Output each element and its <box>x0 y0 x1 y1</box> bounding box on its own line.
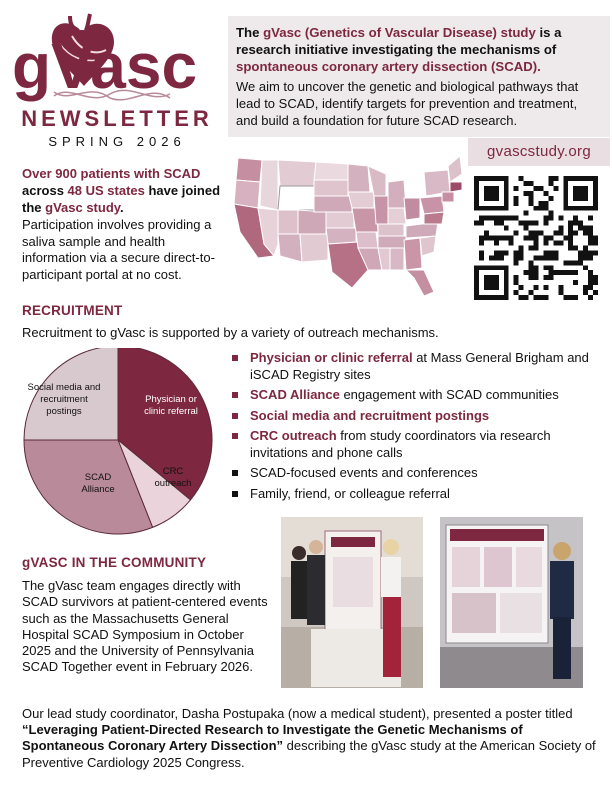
event-photo-poster <box>440 517 583 688</box>
recruitment-pie-chart <box>8 348 222 538</box>
stats-text: across <box>22 183 68 198</box>
channel-description: engagement with SCAD communities <box>339 387 559 402</box>
map-state <box>300 234 328 262</box>
map-state <box>278 160 316 186</box>
channel-name: SCAD Alliance <box>250 387 340 402</box>
channel-description: Family, friend, or colleague referral <box>250 485 450 501</box>
bullet-icon <box>232 433 238 439</box>
edition-label: SPRING 2026 <box>48 134 186 149</box>
map-state <box>352 208 378 232</box>
event-photo-booth <box>281 517 423 688</box>
map-state <box>404 238 422 270</box>
map-state <box>278 210 298 234</box>
newsletter-title: NEWSLETTER <box>21 106 213 131</box>
map-state <box>278 186 314 210</box>
bullet-icon <box>232 392 238 398</box>
pie-slice-label: Social media and recruitment postings <box>27 382 101 417</box>
map-state <box>404 198 420 220</box>
states-count: 48 US states <box>67 183 145 198</box>
map-state <box>374 196 388 224</box>
map-state <box>378 224 404 236</box>
community-text: The gVasc team engages directly with SCAD survivors at patient-centered events such as the Massachusetts General Hospital SCAD Symposium in October 2025 and the University of Pennsylvania SCAD Together event in February 2026. <box>22 578 268 675</box>
map-state <box>406 270 434 296</box>
pie-slice-label: SCAD Alliance <box>81 472 115 495</box>
bullet-icon <box>232 491 238 497</box>
stats-text: . <box>120 200 124 215</box>
map-state <box>378 236 406 248</box>
map-state <box>348 192 374 208</box>
map-state <box>326 228 356 244</box>
enrollment-stats <box>22 165 222 283</box>
community-heading: gVASC IN THE COMMUNITY <box>22 555 207 570</box>
intro-body: We aim to uncover the genetic and biological pathways that lead to SCAD, identify targets for prevention and treatment, and build a foundation for future SCAD research. <box>236 79 579 128</box>
map-state <box>326 212 354 228</box>
map-state <box>420 236 436 256</box>
map-state <box>314 196 352 212</box>
recruitment-channel-list <box>230 350 610 506</box>
poster-title: “Leveraging Patient-Directed Research to Investigate the Genetic Mechanisms of Spontaneous Coronary Artery Dissection” <box>22 722 523 754</box>
stats-text: have joined the <box>22 183 221 215</box>
map-state <box>234 180 260 208</box>
coordinator-text: Our lead study coordinator, Dasha Postupaka (now a medical student), presented a poster titled <box>22 706 573 721</box>
map-state <box>278 234 302 262</box>
coordinator-text: describing the gVasc study at the American Society of Preventive Cardiology 2025 Congress. <box>22 738 596 770</box>
map-state <box>442 192 454 202</box>
intro-text: The <box>236 25 264 40</box>
map-state <box>236 158 262 182</box>
map-state <box>314 162 348 180</box>
recruitment-intro: Recruitment to gVasc is supported by a variety of outreach mechanisms. <box>22 325 439 340</box>
intro-text: is a research initiative investigating the mechanisms of <box>236 25 562 57</box>
logo-wordmark: gVasc <box>12 30 198 102</box>
coordinator-paragraph <box>22 706 602 771</box>
us-states-map <box>228 152 464 298</box>
pie-slice-label: Physician or clinic referral <box>144 394 198 417</box>
stats-headline <box>22 165 222 216</box>
participation-text: Participation involves providing a saliva sample and health information via a secure direct-to-participant portal at no cost. <box>22 217 215 282</box>
bullet-icon <box>232 355 238 361</box>
map-state <box>420 196 444 214</box>
map-state <box>448 156 462 182</box>
map-state <box>298 210 326 234</box>
qr-code[interactable] <box>474 176 598 300</box>
recruitment-channel-item <box>230 465 610 482</box>
map-state <box>388 208 406 224</box>
scad-definition: spontaneous coronary artery dissection (SCAD). <box>236 59 541 74</box>
recruitment-channel-item <box>230 486 610 503</box>
recruitment-channel-item <box>230 408 610 425</box>
channel-description: at Mass General Brigham and iSCAD Registry sites <box>250 350 589 382</box>
intro-headline <box>236 24 602 75</box>
map-state <box>424 212 444 224</box>
recruitment-channel-item <box>230 350 610 383</box>
gvasc-logo <box>10 10 222 106</box>
map-state <box>348 164 370 192</box>
channel-name: Social media and recruitment postings <box>250 407 490 423</box>
channel-description: SCAD-focused events and conferences <box>250 465 478 480</box>
recruitment-channel-item <box>230 387 610 404</box>
study-name: gVasc (Genetics of Vascular Disease) study <box>263 25 536 40</box>
map-state <box>260 160 278 210</box>
patient-count: Over 900 patients with SCAD <box>22 166 201 181</box>
bullet-icon <box>232 470 238 476</box>
website-link[interactable]: gvascstudy.org <box>468 138 610 166</box>
intro-box <box>228 16 610 137</box>
map-state <box>450 182 462 192</box>
bullet-icon <box>232 413 238 419</box>
map-state <box>356 232 378 248</box>
recruitment-heading: RECRUITMENT <box>22 303 123 318</box>
map-state <box>388 180 406 208</box>
recruitment-channel-item <box>230 428 610 461</box>
channel-name: CRC outreach <box>250 428 337 443</box>
map-state <box>390 248 404 270</box>
map-state <box>314 180 348 196</box>
channel-description: from study coordinators via research invitations and phone calls <box>250 428 551 460</box>
channel-name: Physician or clinic referral <box>250 350 413 365</box>
pie-slice-label: CRC outreach <box>154 466 192 489</box>
study-name: gVasc study <box>45 200 121 215</box>
